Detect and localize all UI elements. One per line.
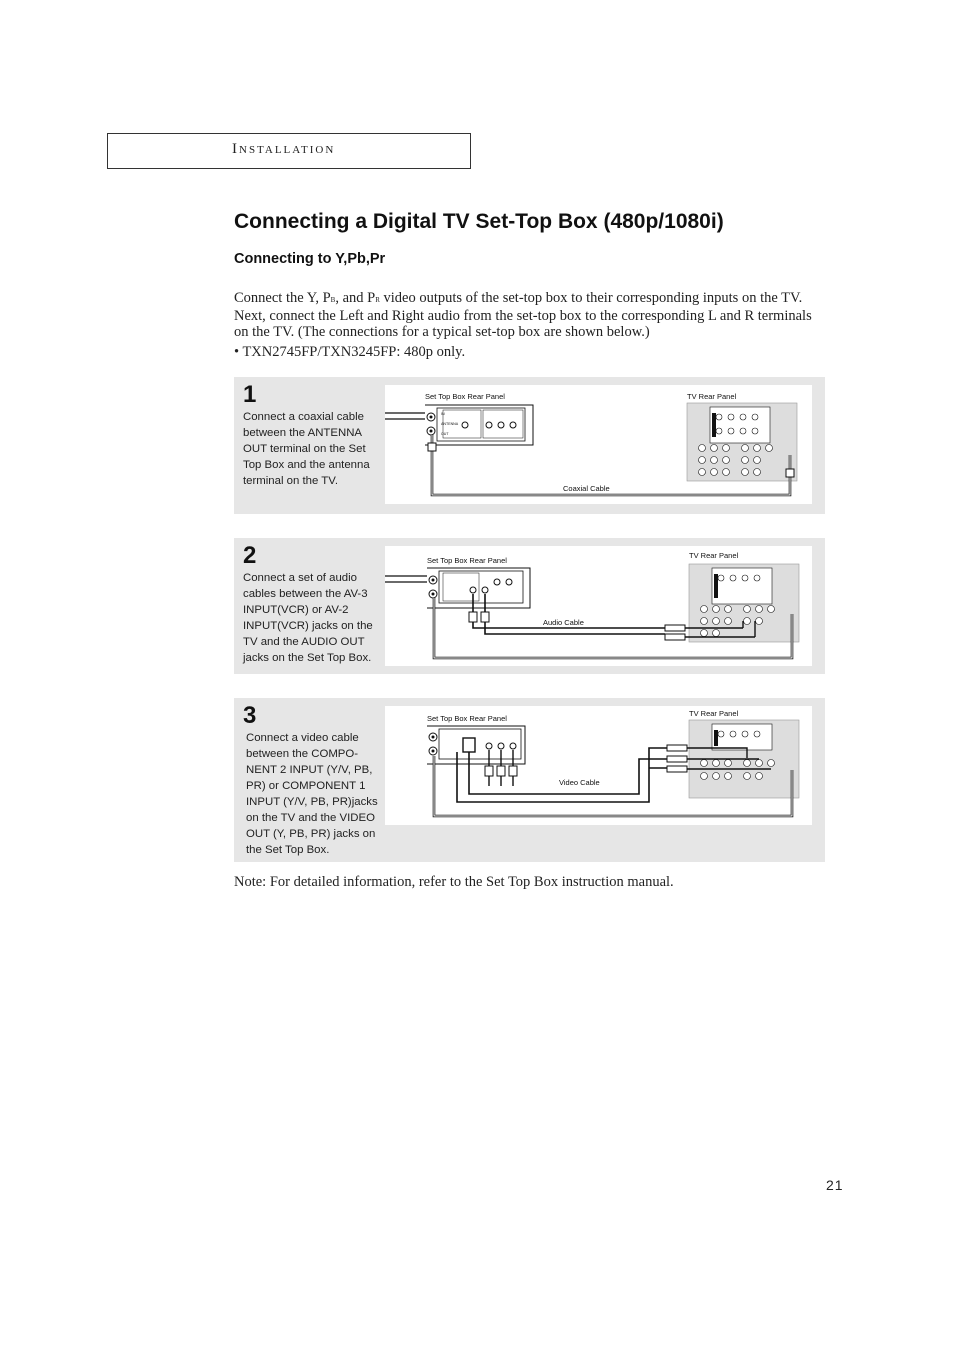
step-3-panel xyxy=(234,698,825,862)
intro-paragraph: Connect the Y, PB, and PR video outputs of the set-top box to their corresponding inputs on the TV. Next, connect the Left and Right audio from the set-top box to the corresponding L and R terminals on the TV. (The connections for a typical set-top box are shown below.) xyxy=(234,290,812,340)
antenna-label: ANTENNA xyxy=(441,422,459,426)
step-2-text: Connect a set of audio cables between the AV-3 INPUT(VCR) or AV-2 INPUT(VCR) jacks on the TV and the AUDIO OUT jacks on the Set Top Box. xyxy=(243,572,373,664)
step-3-diagram xyxy=(385,706,812,825)
tv-label: TV Rear Panel xyxy=(689,709,739,718)
step-1-diagram xyxy=(385,385,812,504)
footnote: Note: For detailed information, refer to the Set Top Box instruction manual. xyxy=(234,874,674,890)
cable-label: Coaxial Cable xyxy=(563,484,610,493)
page-title: Connecting a Digital TV Set-Top Box (480p/1080i) xyxy=(234,210,724,233)
section-label: Installation xyxy=(232,141,336,157)
model-note: • TXN2745FP/TXN3245FP: 480p only. xyxy=(234,344,466,360)
out-label: OUT xyxy=(441,432,449,436)
section-header xyxy=(107,133,471,169)
step-1-number: 1 xyxy=(243,381,257,408)
step-2-number: 2 xyxy=(243,542,257,569)
page-number: 21 xyxy=(826,1177,844,1193)
stb-label: Set Top Box Rear Panel xyxy=(425,392,505,401)
step-1-text: Connect a coaxial cable between the ANTENNA OUT terminal on the Set Top Box and the antenna terminal on the TV. xyxy=(243,411,370,487)
in-label: IN xyxy=(441,412,445,416)
cable-label: Audio Cable xyxy=(543,618,584,627)
step-3-text: Connect a video cable between the COMPO-NENT 2 INPUT (Y/V, PB, PR) or COMPONENT 1 INPUT (Y/V, PB, PR)jacks on the TV and the VIDEO OUT (Y, PB, PR) jacks on the Set Top Box. xyxy=(246,732,378,856)
step-1-panel xyxy=(234,377,825,514)
audio-connection-diagram xyxy=(385,546,812,666)
video-connection-diagram xyxy=(385,706,812,825)
step-2-diagram xyxy=(385,546,812,666)
stb-label: Set Top Box Rear Panel xyxy=(427,556,507,565)
step-2-panel xyxy=(234,538,825,674)
step-3-number: 3 xyxy=(243,702,257,729)
cable-label: Video Cable xyxy=(559,778,600,787)
section-subtitle: Connecting to Y,Pb,Pr xyxy=(234,251,386,267)
stb-label: Set Top Box Rear Panel xyxy=(427,714,507,723)
tv-label: TV Rear Panel xyxy=(687,392,737,401)
tv-label: TV Rear Panel xyxy=(689,551,739,560)
coaxial-connection-diagram xyxy=(385,385,812,504)
